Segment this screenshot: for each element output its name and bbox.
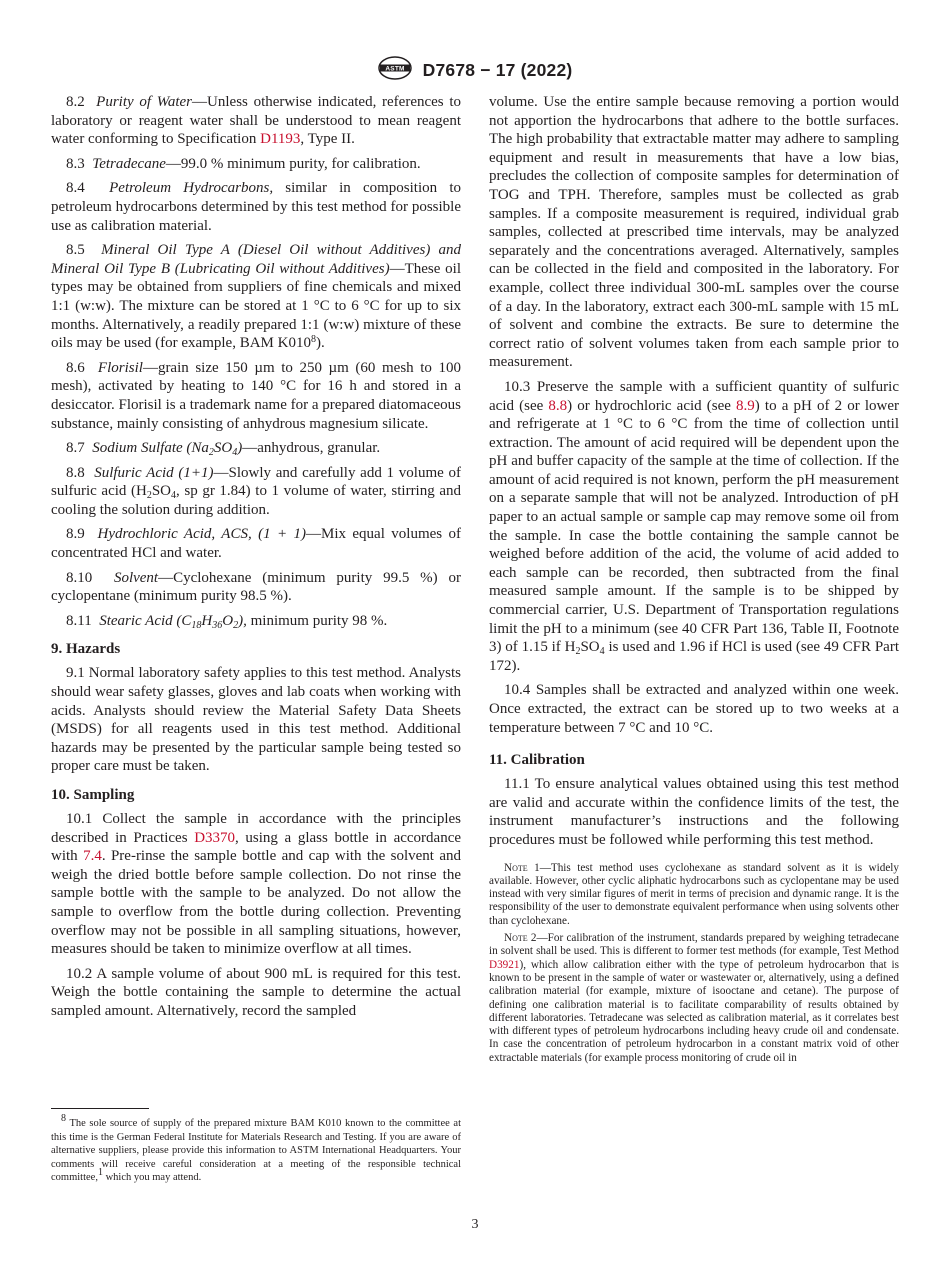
link-d1193[interactable]: D1193 (260, 131, 301, 148)
link-d3921[interactable]: D3921 (489, 958, 520, 971)
link-8-9[interactable]: 8.9 (736, 397, 755, 414)
section-8-4: 8.4 Petroleum Hydrocarbons, similar in composition to petroleum hydrocarbons determined by this test method for possible use as calibration material. (51, 180, 461, 234)
section-8-6: 8.6 Florisil—grain size 150 µm to 250 µm (60 mesh to 100 mesh), activated by heating to 140 °C for 16 h and stored in a desiccator. Florisil is a trademark name for a prepared diatomaceous substance, mainly consisting of anhydrous magnesium silicate. (51, 359, 461, 432)
svg-text:ASTM: ASTM (384, 65, 405, 73)
section-8-2: 8.2 Purity of Water—Unless otherwise indicated, references to laboratory or reagent water shall be understood to mean reagent water conforming to Specification D1193, Type II. (51, 94, 462, 148)
note-1: Note 1—This test method uses cyclohexane as standard solvent as it is widely available. However, other cyclic aliphatic hydrocarbons such as cyclopentane may be used instead with very similar figures of merit in terms of precision and dynamic range. It is the responsibility of the user to demonstrate equivalent performance when using solvents other than cyclohexane. (489, 861, 899, 927)
section-10-2-continued: volume. Use the entire sample because removing a portion would not apportion the hydrocarbons that adhere to the bottle surfaces. The high probability that extractable matter may adhere to sampling equipment and result in measurements that have a low bias, precludes the collection of composite samples for determination of TOG and TPH. Therefore, samples must be collected as grab samples. If a composite measurement is required, individual grab samples, collected at prescribed time intervals, may be analyzed separately and the concentrations averaged. Alternatively, samples can be collected in the field and composited in the laboratory. For example, collect three individual 300-mL samples over the course of a day. In the laboratory, extract each 300-mL sample with 15 mL of solvent and combine the extracts. Be sure to determine the correct ratio of solvent volumes taken from each sample prior to measurement. (489, 94, 899, 371)
section-8-3: 8.3 Tetradecane—99.0 % minimum purity, for calibration. (66, 155, 421, 172)
section-8-8: 8.8 Sulfuric Acid (1+1)—Slowly and carefully add 1 volume of sulfuric acid ($H_2SO_4$, sp gr 1.84) to 1 volume of water, stirring and cooling the solution during addition. (51, 464, 462, 518)
section-8-10: 8.10 Solvent—Cyclohexane (minimum purity 99.5 %) or cyclopentane (minimum purity 98.5 %). (51, 569, 462, 605)
astm-logo-icon (378, 56, 412, 85)
section-8-7: 8.7 Sodium Sulfate $(Na_2SO_4)—anhydrous$, granular. (66, 440, 381, 459)
section-10-4: 10.4 Samples shall be extracted and analyzed within one week. Once extracted, the extract can be stored up to two weeks at a temperature between 7 °C and 10 °C. (489, 682, 899, 736)
section-8-5: 8.5 Mineral Oil Type A (Diesel Oil without Additives) and Mineral Oil Type B (Lubricating Oil without Additives)—These oil types may be obtained from suppliers of fine chemicals and mixed 1:1 (w:w). The mixture can be stored at 1 °C to 6 °C for up to six months. Alternatively, a readily prepared 1:1 (w:w) mixture of these oils may be used (for example, BAM $K010^8$). (51, 242, 461, 352)
section-9-1: 9.1 Normal laboratory safety applies to this test method. Analysts should wear safety glasses, gloves and lab coats when working with acids. Analysts should review the Material Safety Data Sheets (MSDS) for all reagents used in this test method. Additional hazards may be presented by the particular sample being tested so proper care must be taken. (51, 665, 461, 775)
footnote-rule (51, 1108, 149, 1109)
footnote-block (51, 1108, 461, 1185)
section-8-11: 8.11 Stearic Acid $(C_{18}H_{36}O_2)$, minimum purity 98 %. (66, 612, 388, 631)
page-number: 3 (471, 1217, 479, 1232)
section-10-1: 10.1 Collect the sample in accordance with the principles described in Practices D3370, using a glass bottle in accordance with 7.4. Pre-rinse the sample bottle and cap with the solvent and weigh the dried bottle before sample collection. Do not rinse the sample bottle with the sample to be analyzed. Do not allow the sample to overflow from the bottle during collection. Preventing overflow may not be possible in all sampling situations, however, measures should be taken to minimize overflow at all times. (51, 811, 462, 958)
page-header (0, 56, 950, 85)
heading-sampling: 10. Sampling (51, 787, 135, 803)
section-10-3: 10.3 Preserve the sample with a sufficient quantity of sulfuric acid (see 8.8) or hydrochloric acid (see 8.9) to a pH of 2 or lower and refrigerate at 1 °C to 6 °C from the time of collection until extraction. The amount of acid required will be dependent upon the pH and buffer capacity of the sample at the time of collection. If the amount of acid required is not known, perform the pH measurement on a separate sample that will not be analyzed. Introduction of pH paper to an actual sample or sample cap may remove some oil from the sample. In case the bottle containing the sample cannot be weighed before addition of the acid, the volume of acid added to each sample can be recorded, then subtracted from the final measured sample amount. If the sample is to be shipped by commercial carrier, U.S. Department of Transportation regulations limit the pH to a minimum (see 40 CFR Part 136, Table II, Footnote 3) of 1.15 if $H_2SO_4$ is used and 1.96 if HCl is used (see 49 CFR Part 172). (489, 378, 899, 674)
link-d3370[interactable]: D3370 (194, 829, 236, 846)
note-2: Note 2—For calibration of the instrument, standards prepared by weighing tetradecane in solvent shall be used. This is different to former test methods (for example, Test Method D3921), which allow calibration either with the type of petroleum hydrocarbon that is known to be present in the sample of water or wastewater or, alternatively, using a defined calibration material (for example, mixture of isooctane and cetane). The purpose of defining one calibration material is to facilitate comparability of results obtained by different laboratories. Tetradecane was selected as calibration material, as it correlates best with different types of petroleum hydrocarbons including heavy crude oil and condensate. In case the concentration of petroleum hydrocarbon in a constant matrix void of other extractable materials (for example process monitoring of crude oil in (489, 932, 899, 1064)
left-column (51, 93, 461, 1027)
link-7-4[interactable]: 7.4 (83, 848, 102, 865)
right-column (489, 93, 899, 1069)
heading-calibration: 11. Calibration (489, 752, 585, 769)
heading-hazards: 9. Hazards (51, 641, 121, 658)
section-8-9: 8.9 Hydrochloric Acid, ACS, (1 + 1)—Mix equal volumes of concentrated HCl and water. (51, 526, 461, 562)
section-11-1: 11.1 To ensure analytical values obtained using this test method are valid and accurate within the confidence limits of the test, the instrument manufacturer’s instructions and the following procedures must be followed while performing this test method. (489, 776, 899, 848)
footnote-8: $^8$ The sole source of supply of the prepared mixture BAM K010 known to the committee at this time is the German Federal Institute for Materials Research and Testing. If you are aware of alternative suppliers, please provide this information to ASTM International Headquarters. Your comments will receive careful consideration at a meeting of the responsible technical committee,$^1$ which you may attend. (51, 1113, 461, 1183)
link-8-8[interactable]: 8.8 (548, 397, 568, 414)
section-10-2: 10.2 A sample volume of about 900 mL is required for this test. Weigh the bottle containing the sample to determine the actual sampled amount. Alternatively, record the sampled (51, 965, 461, 1019)
standard-designation: D7678 − 17 (2022) (422, 60, 573, 80)
